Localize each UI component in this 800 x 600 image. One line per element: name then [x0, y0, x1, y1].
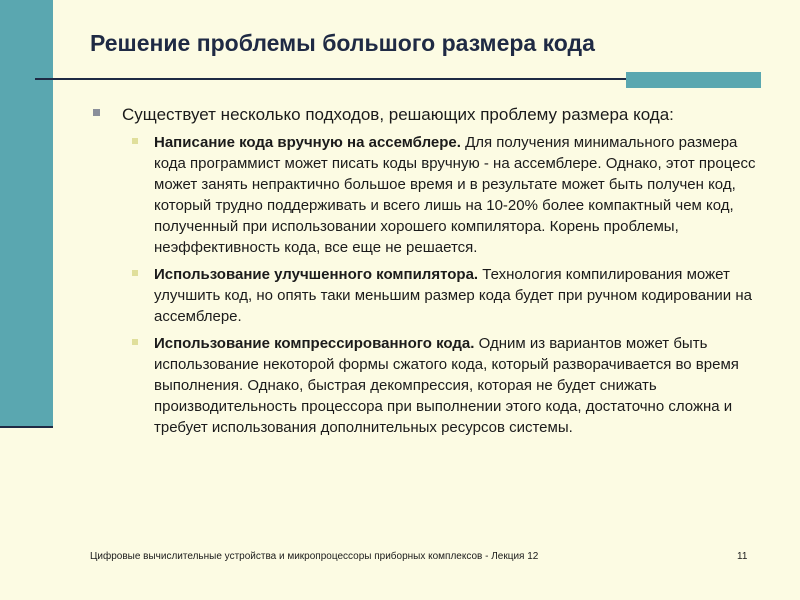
slide-body [90, 103, 770, 444]
item-text: Для получения минимального размера кода программист может писать коды вручную - на ассемблере. Однако, этот процесс может занять непрактично большое время и в результате может быть получен код, который трудно поддерживать и всего лишь на 10-20% более компактный чем код, полученный при использовании хорошего компилятора. Корень проблемы, неэффективность кода, все еще не решается. [154, 134, 756, 256]
item-heading: Написание кода вручную на ассемблере. [154, 134, 461, 151]
slide-title: Решение проблемы большого размера кода [90, 30, 595, 56]
sub-bullet-item [90, 264, 764, 327]
item-heading: Использование улучшенного компилятора. [154, 266, 479, 283]
side-accent-line [0, 426, 53, 428]
title-accent-block [626, 72, 761, 88]
item-text: Технология компилирования может улучшить код, но опять таки меньшим размер кода будет при ручном кодировании на ассемблере. [154, 266, 752, 325]
slide-footer: Цифровые вычислительные устройства и микропроцессоры приборных комплексов - Лекция 12 [90, 551, 539, 562]
item-heading: Использование компрессированного кода. [154, 335, 475, 352]
square-bullet-icon [93, 109, 100, 116]
sub-bullet-list [90, 132, 770, 438]
square-bullet-icon [132, 138, 138, 144]
item-text: Одним из вариантов может быть использование некоторой формы сжатого кода, который разворачивается во время выполнения. Однако, быстрая декомпрессия, которая не будет снижать производительность процессора при выполнении этого кода, достаточно сложна и требует использования дополнительных ресурсов системы. [154, 335, 739, 436]
square-bullet-icon [132, 339, 138, 345]
square-bullet-icon [132, 270, 138, 276]
intro-text: Существует несколько подходов, решающих проблему размера кода: [122, 105, 674, 124]
side-accent-bar [0, 0, 53, 427]
sub-bullet-item [90, 132, 764, 258]
page-number: 11 [737, 551, 748, 562]
sub-bullet-item [90, 333, 764, 438]
intro-bullet [90, 103, 770, 126]
